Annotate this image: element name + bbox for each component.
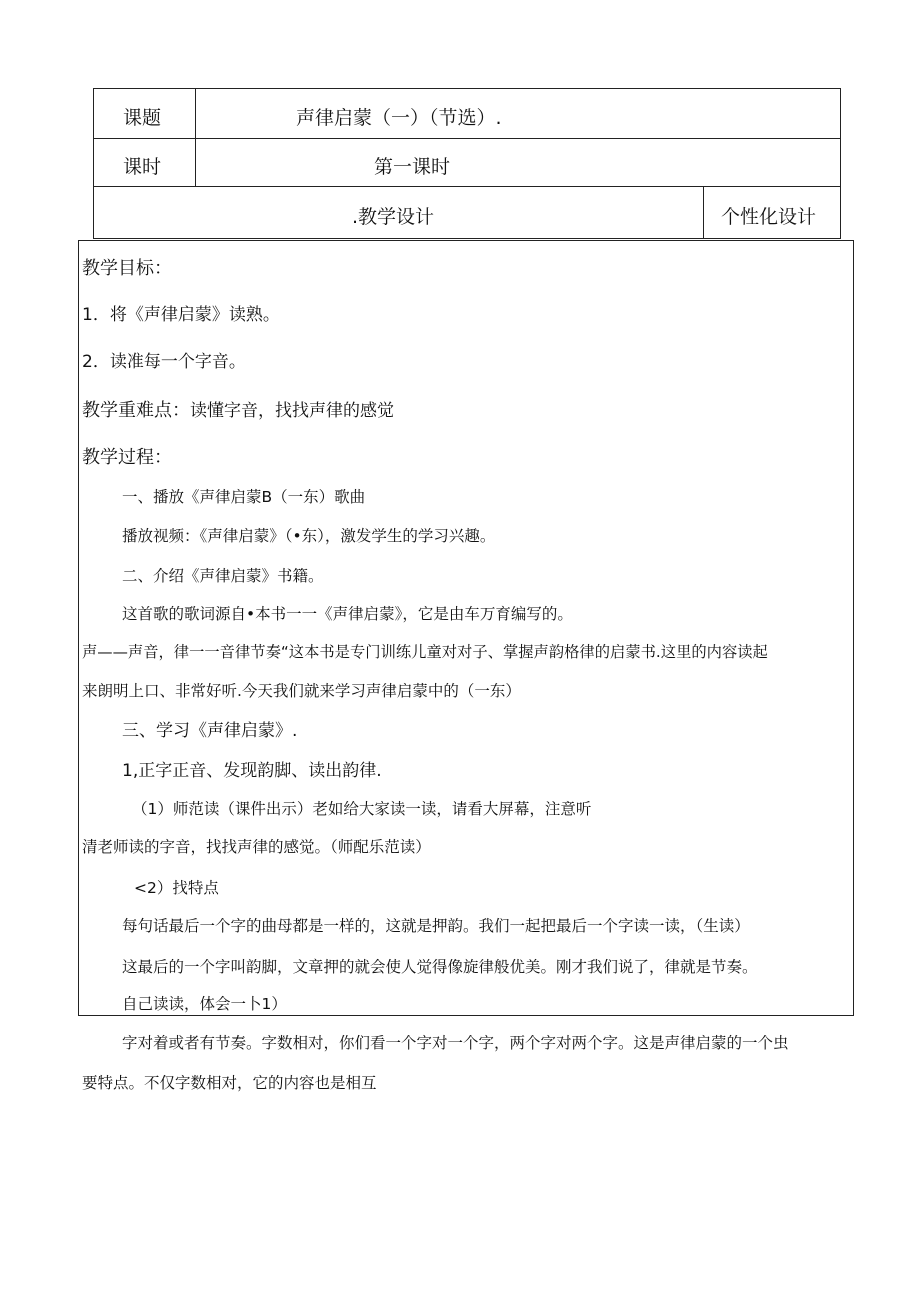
table-row-divider-1 <box>93 138 841 139</box>
table-top-border <box>93 88 841 89</box>
goal-item-2: 2．读准每一个字音。 <box>82 352 246 372</box>
period-value: 第一课时 <box>374 156 451 178</box>
content-box-right-border <box>853 240 854 1016</box>
goal-item-1: 1．将《声律启蒙》读熟。 <box>82 305 280 325</box>
personal-design-label: 个性化设计 <box>721 206 817 228</box>
process-heading: 教学过程： <box>82 447 172 468</box>
continued-paragraph-line-2: 要特点。不仅字数相对，它的内容也是相互 <box>82 1074 377 1092</box>
content-box-bottom-border <box>78 1015 854 1016</box>
table-left-border <box>93 88 94 239</box>
process-paragraph-1: 一、播放《声律启蒙B（一东）歌曲 <box>122 488 366 506</box>
process-paragraph-7: 1,正字正音、发现韵脚、读出韵律. <box>122 761 382 781</box>
topic-label: 课题 <box>123 107 162 129</box>
process-paragraph-5-line-2: 来朗明上口、非常好听.今天我们就来学习声律启蒙中的（一东） <box>82 682 521 700</box>
table-right-border <box>840 88 841 239</box>
table-personal-divider <box>703 186 704 239</box>
process-paragraph-9: <2）找特点 <box>134 879 219 897</box>
process-paragraph-10: 每句话最后一个字的曲母都是一样的，这就是押韵。我们一起把最后一个字读一读，（生读） <box>122 917 750 935</box>
process-paragraph-6: 三、学习《声律启蒙》. <box>122 721 298 741</box>
key-points <box>82 396 394 422</box>
process-paragraph-8-line-1: （1）师范读（课件出示）老如给大家读一读，请看大屏幕，注意听 <box>132 800 592 818</box>
process-paragraph-5-line-1: 声——声音，律一一音律节奏“这本书是专门训练儿童对对子、掌握声韵格律的启蒙书.这里的内容读起 <box>82 643 768 661</box>
period-label: 课时 <box>123 156 162 178</box>
process-paragraph-4: 这首歌的歌词源自•本书一一《声律启蒙》，它是由车万育编写的。 <box>122 605 573 623</box>
content-box-top-border <box>78 240 854 241</box>
process-paragraph-8-line-2: 清老师读的字音，找找声律的感觉。（师配乐范读） <box>82 838 431 856</box>
goals-heading: 教学目标： <box>82 258 172 279</box>
table-row-divider-2 <box>93 186 841 187</box>
key-points-text: 读懂字音，找找声律的感觉 <box>190 401 394 421</box>
process-paragraph-11: 这最后的一个字叫韵脚，文章押的就会使人觉得像旋律般优美。刚才我们说了，律就是节奏。 <box>122 958 758 976</box>
content-box-left-border <box>78 240 79 1016</box>
process-paragraph-3: 二、介绍《声律启蒙》书籍。 <box>122 567 324 585</box>
process-paragraph-2: 播放视频：《声律启蒙》（•东），激发学生的学习兴趣。 <box>122 527 496 545</box>
key-points-label: 教学重难点： <box>82 400 190 421</box>
design-label: .教学设计 <box>352 206 435 228</box>
topic-value: 声律启蒙（一）（节选）. <box>296 107 502 129</box>
continued-paragraph-line-1: 字对着或者有节奏。字数相对，你们看一个字对一个字，两个字对两个字。这是声律启蒙的一个虫 <box>122 1034 789 1052</box>
table-row-divider-3 <box>93 238 841 239</box>
process-paragraph-12: 自己读读，体会一卜1） <box>122 995 287 1013</box>
table-label-divider <box>195 88 196 187</box>
